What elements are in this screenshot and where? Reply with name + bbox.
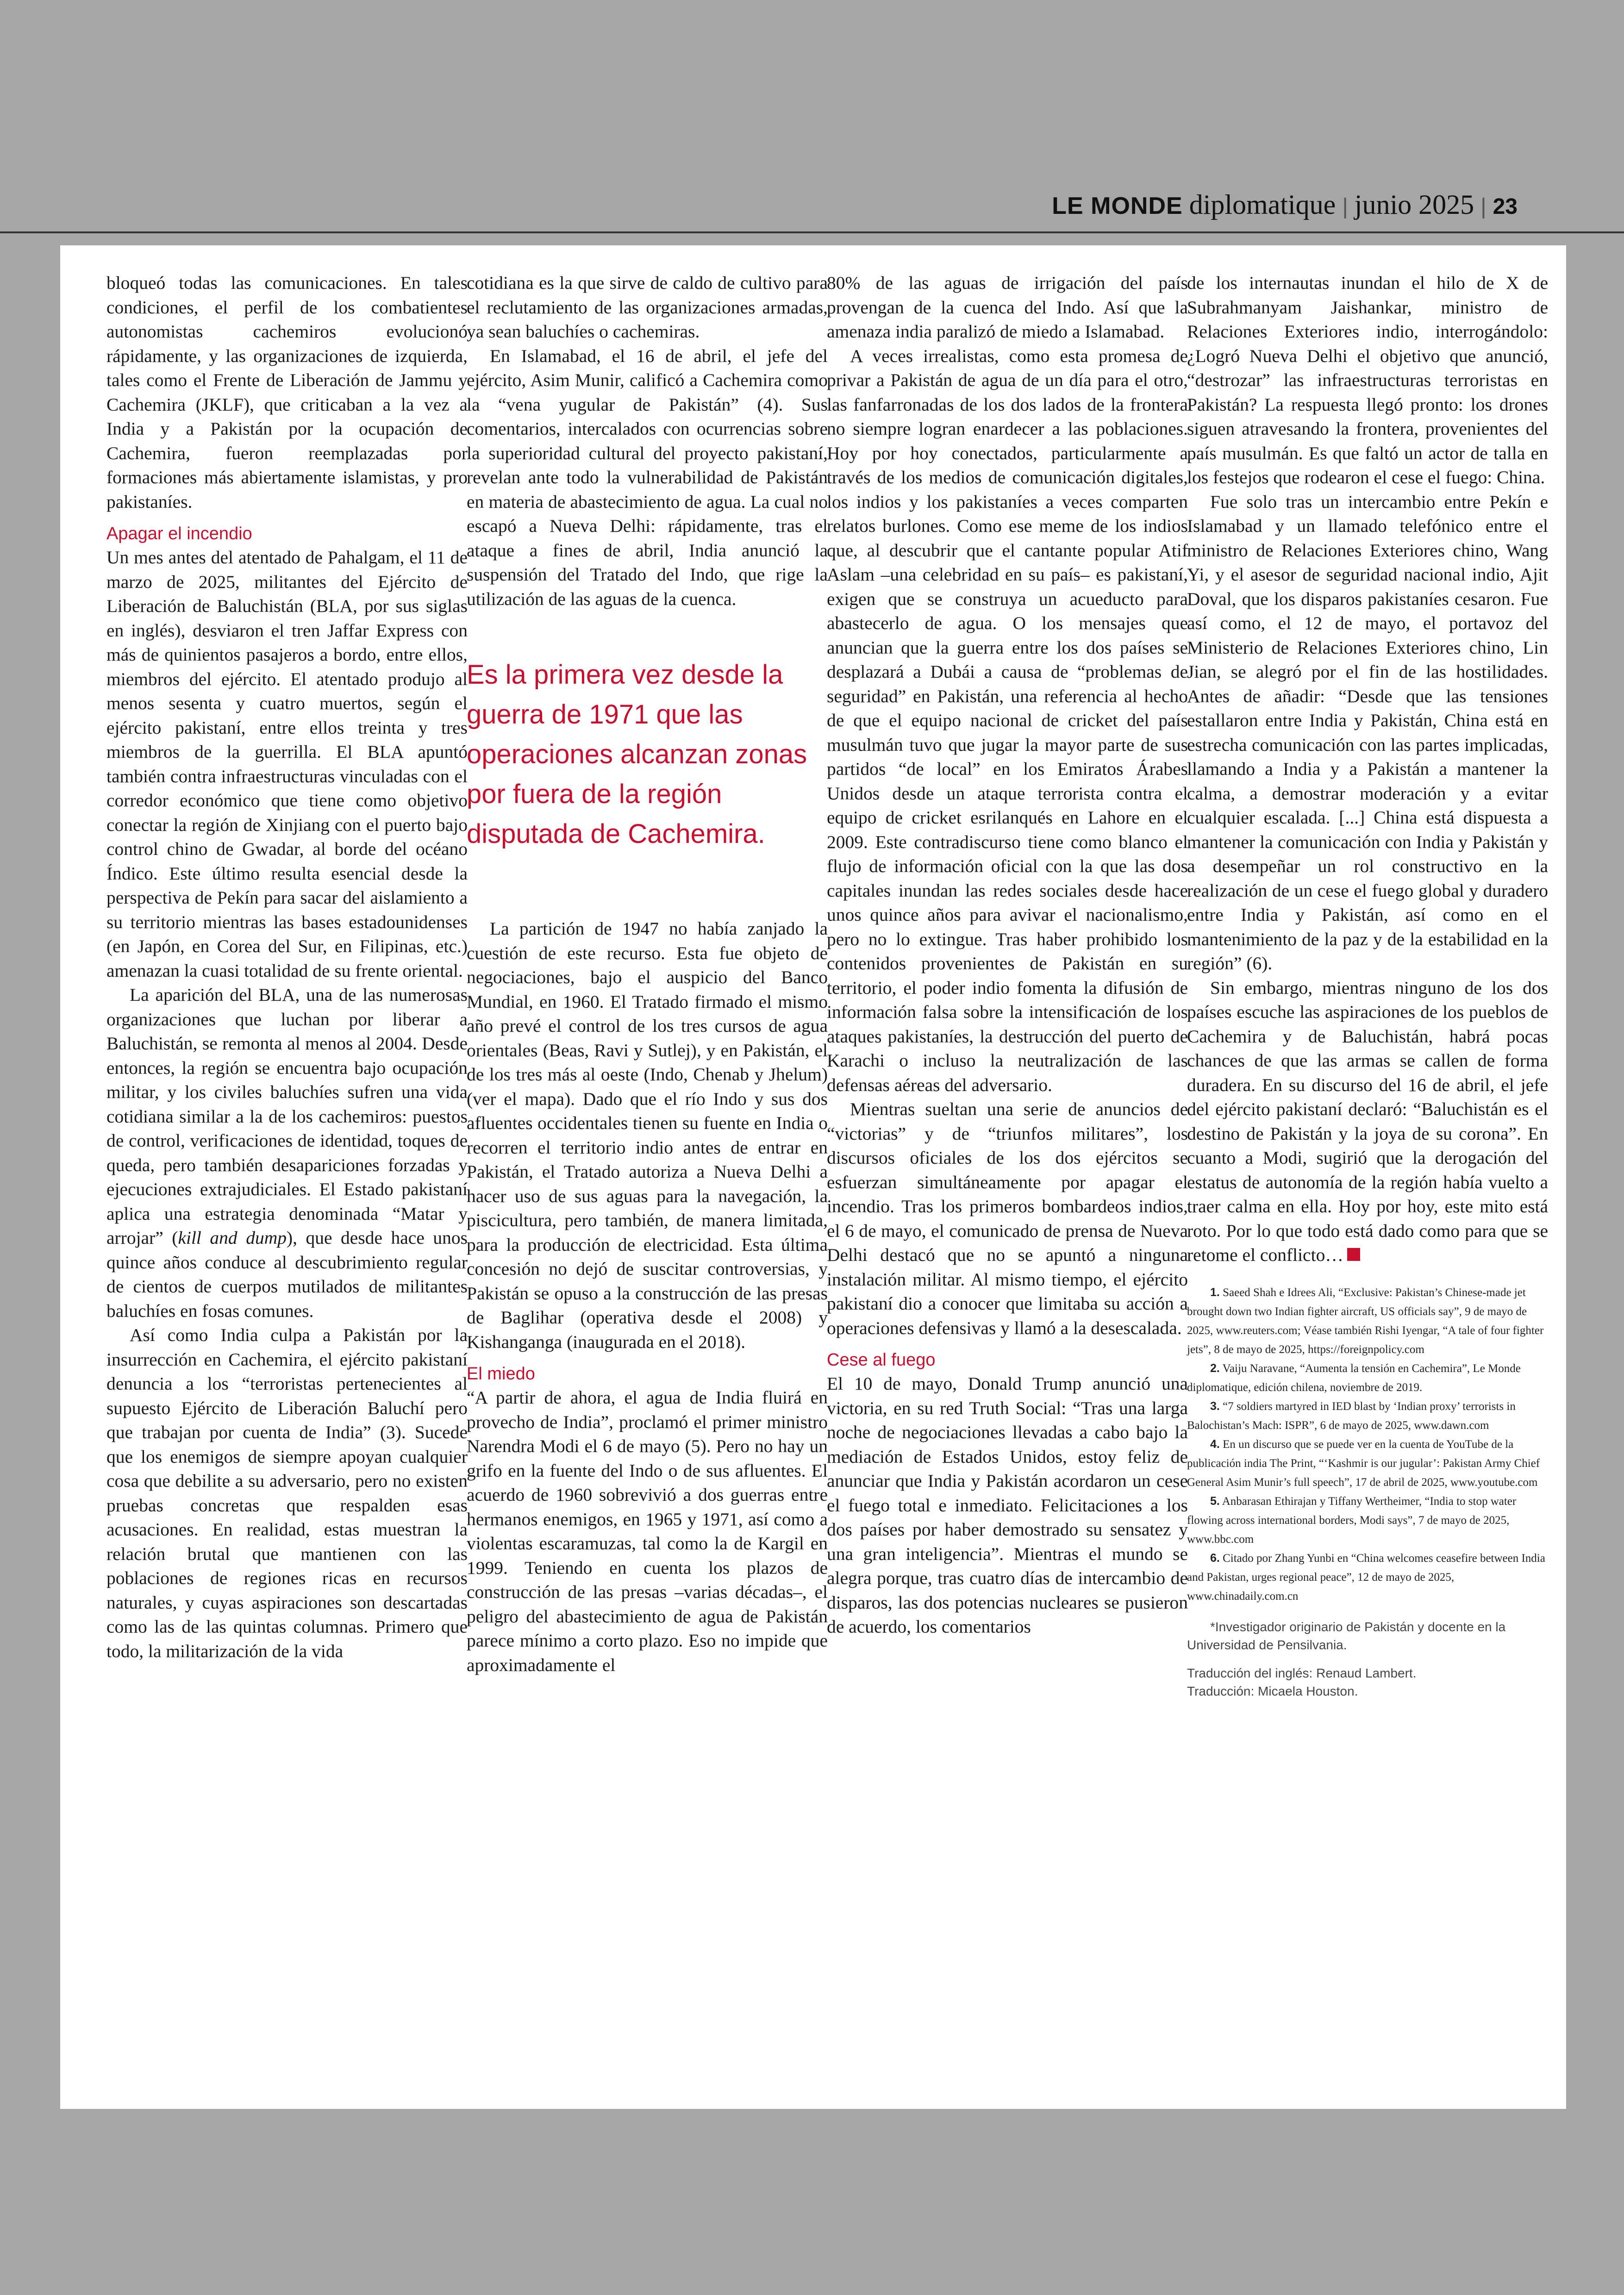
- column-3: [827, 271, 1188, 1639]
- paragraph: Un mes antes del atentado de Pahalgam, el 11 de marzo de 2025, militantes del Ejército de Liberación de Baluchistán (BLA, por sus siglas en inglés), desviaron el tren Jaffar Express con más de quinientos pasajeros a bordo, entre ellos, miembros del ejército. El atentado produjo al menos sesenta y cuatro muertos, según el ejército pakistaní, entre ellos treinta y tres miembros de la guerrilla. El BLA apuntó también contra infraestructuras vinculadas con el corredor económico que tiene como objetivo conectar la región de Xinjiang con el puerto bajo control chino de Gwadar, al borde del océano Índico. Este último resulta esencial desde la perspectiva de Pekín para sacar del aislamiento a su territorio mientras las bases estadounidenses (en Japón, en Corea del Sur, en Filipinas, etc.) amenazan la cuasi totalidad de su frente oriental.: [106, 547, 468, 981]
- footnote-number: 5.: [1210, 1494, 1220, 1508]
- footnotes: [1187, 1283, 1548, 1606]
- translation-credit: Traducción: Micaela Houston.: [1187, 1684, 1358, 1698]
- masthead-separator-2: |: [1480, 194, 1487, 219]
- footnote: [1187, 1397, 1548, 1435]
- masthead-separator: |: [1342, 194, 1348, 219]
- paragraph: [1187, 976, 1548, 1267]
- page-number: 23: [1493, 194, 1518, 219]
- footnote-number: 4.: [1210, 1437, 1220, 1451]
- article-page: [60, 245, 1566, 2109]
- column-1: [106, 271, 468, 1663]
- footnote-number: 3.: [1210, 1399, 1220, 1413]
- masthead-brand: LE MONDE: [1052, 193, 1183, 219]
- footnote-text: Anbarasan Ethirajan y Tiffany Wertheimer, “India to stop water flowing across international borders, Modi says”, 7 de mayo de 2025, www.bbc.com: [1187, 1495, 1517, 1546]
- paragraph: La partición de 1947 no había zanjado la cuestión de este recurso. Esta fue objeto de negociaciones, bajo el auspicio del Banco Mundial, en 1960. El Tratado firmado el mismo año prevé el control de los tres cursos de agua orientales (Beas, Ravi y Sutlej), y en Pakistán, el de los tres más al oeste (Indo, Chenab y Jhelum) (ver el mapa). Dado que el río Indo y sus dos afluentes occidentales tienen su fuente en India o recorren el territorio indio antes de entrar en Pakistán, el Tratado autoriza a Nueva Delhi a hacer uso de sus aguas para la navegación, la piscicultura, pero también, de manera limitada, para la producción de electricidad. Esta última concesión no dejó de suscitar controversias, y Pakistán se opuso a la construcción de las presas de Baglihar (operativa desde el 2008) y Kishanganga (inaugurada en el 2018).: [467, 918, 828, 1352]
- header-rule: [0, 231, 1624, 233]
- paragraph-text: La aparición del BLA, una de las numerosas organizaciones que luchan por liberar a Baluchistán, se remonta al menos al 2004. Desde entonces, la región se encuentra bajo ocupación militar, y los civiles baluchíes sufren una vida cotidiana similar a la de los cachemiros: puestos de control, verificaciones de identidad, toques de queda, pero también desapariciones forzadas y ejecuciones extrajudiciales. El Estado pakistaní aplica una estrategia denominada “Matar y arrojar” (: [106, 985, 468, 1248]
- masthead: [1052, 189, 1518, 221]
- pull-quote: Es la primera vez desde la guerra de 1971 que las operaciones alcanzan zonas por fuera de la región disputada de Cachemira.: [467, 660, 807, 849]
- paragraph: Así como India culpa a Pakistán por la insurrección en Cachemira, el ejército pakistaní denuncia a los “terroristas pertenecientes al supuesto Ejército de Liberación Baluchí pero que trabajan por cuenta de India” (3). Sucede que los enemigos de siempre apoyan cualquier cosa que debilite a su adversario, pero no existen pruebas concretas que respalden esas acusaciones. En realidad, estas muestran la relación brutal que mantienen con las poblaciones de regiones ricas en recursos naturales, y cuyas aspiraciones son descartadas como las de las quintas columnas. Primero que todo, la militarización de la vida: [106, 1325, 468, 1661]
- footnote: [1187, 1492, 1548, 1549]
- paragraph-text: ), que desde hace unos quince años conduce al descubrimiento regular de cientos de cuerpos mutilados de militantes baluchíes en fosas comunes.: [106, 1228, 468, 1321]
- section-heading: El miedo: [467, 1364, 535, 1384]
- paragraph-text: Sin embargo, mientras ninguno de los dos países escuche las aspiraciones de los pueblos de Cachemira y de Baluchistán, habrá pocas chances de que las armas se callen de forma duradera. En su discurso del 16 de abril, el jefe del ejército pakistaní declaró: “Baluchistán es el destino de Pakistán y la joya de su corona”. En cuanto a Modi, sugirió que la derogación del estatus de autonomía de la región había vuelto a traer calma en ella. Hoy por hoy, este mito está roto. Por lo que todo está dado como para que se retome el conflicto…: [1187, 977, 1548, 1265]
- footnote: [1187, 1435, 1548, 1492]
- footnote: [1187, 1359, 1548, 1397]
- paragraph: En Islamabad, el 16 de abril, el jefe del ejército, Asim Munir, calificó a Cachemira como la “vena yugular de Pakistán” (4). Sus comentarios, intercalados con ocurrencias sobre la superioridad cultural del proyecto pakistaní, revelan ante todo la vulnerabilidad de Pakistán en materia de abastecimiento de agua. La cual no escapó a Nueva Delhi: rápidamente, tras el ataque a fines de abril, India anunció la suspensión del Tratado del Indo, que rige la utilización de las aguas de la cuenca.: [467, 345, 828, 609]
- paragraph: de los internautas inundan el hilo de X de Subrahmanyam Jaishankar, ministro de Relaciones Exteriores indio, interrogándolo: ¿Logró Nueva Delhi el objetivo que anunció, “destrozar” las infraestructuras terroristas en Pakistán? La respuesta llegó pronto: los drones siguen atravesando la frontera, provenientes del país musulmán. Es que faltó un actor de talla en los festejos que rodearon el cese el fuego: China.: [1187, 273, 1548, 487]
- paragraph: Fue solo tras un intercambio entre Pekín e Islamabad y un llamado telefónico entre el ministro de Relaciones Exteriores chino, Wang Yi, y el asesor de seguridad nacional indio, Ajit Doval, que los disparos pakistaníes cesaron. Fue así como, el 12 de mayo, el portavoz del Ministerio de Relaciones Exteriores chino, Lin Jian, se alegró por el fin de las hostilidades. Antes de añadir: “Desde que las tensiones estallaron entre India y Pakistán, China está en estrecha comunicación con las partes implicadas, llamando a India y a Pakistán a mantener la calma, a demostrar moderación y a evitar cualquier escalada. [...] China está dispuesta a mantener la comunicación con India y Pakistán y a desempeñar un rol constructivo en la realización de un cese el fuego global y duradero entre India y Pakistán, así como en el mantenimiento de la paz y de la estabilidad en la región” (6).: [1187, 491, 1548, 973]
- author-note: *Investigador originario de Pakistán y docente en la Universidad de Pensilvania.: [1187, 1619, 1506, 1652]
- footnote-text: Vaiju Naravane, “Aumenta la tensión en Cachemira”, Le Monde diplomatique, edición chilena, noviembre de 2019.: [1187, 1362, 1521, 1394]
- footnote-text: En un discurso que se puede ver en la cuenta de YouTube de la publicación india The Print, “‘Kashmir is our jugular’: Pakistan Army Chief General Asim Munir’s full speech”, 17 de abril de 2025, www.youtube.com: [1187, 1438, 1540, 1489]
- footnote-text: Citado por Zhang Yunbi en “China welcomes ceasefire between India and Pakistan, urges regional peace”, 12 de mayo de 2025, www.chinadaily.com.cn: [1187, 1552, 1545, 1603]
- paragraph: “A partir de ahora, el agua de India fluirá en provecho de India”, proclamó el primer ministro Narendra Modi el 6 de mayo (5). Pero no hay un grifo en la fuente del Indo o de sus afluentes. El acuerdo de 1960 sobrevivió a dos guerras entre hermanos enemigos, en 1965 y 1971, así como a violentas escaramuzas, tal como la de Kargil en 1999. Teniendo en cuenta los plazos de construcción de las presas –varias décadas–, el peligro del abastecimiento de agua de Pakistán parece mínimo a corto plazo. Eso no impide que aproximadamente el: [467, 1387, 828, 1675]
- footnote-number: 6.: [1210, 1551, 1220, 1565]
- column-4: [1187, 271, 1548, 1700]
- italic-term: kill and dump: [178, 1228, 287, 1248]
- column-2: [467, 271, 828, 1677]
- credits: [1187, 1618, 1548, 1700]
- footnote-text: Saeed Shah e Idrees Ali, “Exclusive: Pakistan’s Chinese-made jet brought down two Indian fighter aircraft, US officials say”, 9 de mayo de 2025, www.reuters.com; Véase también Rishi Iyengar, “A tale of four fighter jets”, 8 de mayo de 2025, https://foreignpolicy.com: [1187, 1286, 1544, 1356]
- section-heading: Apagar el incendio: [106, 524, 252, 543]
- footnote: [1187, 1549, 1548, 1606]
- section-heading: Cese al fuego: [827, 1350, 936, 1370]
- footnote-text: “7 soldiers martyred in IED blast by ‘Indian proxy’ terrorists in Balochistan’s Mach: ISPR”, 6 de mayo de 2025, www.dawn.com: [1187, 1400, 1516, 1432]
- paragraph: [106, 983, 468, 1323]
- footnote: [1187, 1283, 1548, 1359]
- paragraph: El 10 de mayo, Donald Trump anunció una victoria, en su red Truth Social: “Tras una larga noche de negociaciones llevadas a cabo bajo la mediación de Estados Unidos, estoy feliz de anunciar que India y Pakistán acordaron un cese el fuego total e inmediato. Felicitaciones a los dos países por haber demostrado su sensatez y una gran inteligencia”. Mientras el mundo se alegra porque, tras cuatro días de intercambio de disparos, las dos potencias nucleares se pusieron de acuerdo, los comentarios: [827, 1373, 1188, 1637]
- footnote-number: 1.: [1210, 1285, 1220, 1299]
- paragraph: A veces irrealistas, como esta promesa de privar a Pakistán de agua de un día para el otro, las fanfarronadas de los dos lados de la frontera no siempre logran enardecer a las poblaciones. Hoy por hoy conectados, particularmente a través de los medios de comunicación digitales, los indios y los pakistaníes a veces comparten relatos burlones. Como ese meme de los indios que, al descubrir que el cantante popular Atif Aslam –una celebridad en su país– es pakistaní, exigen que se construya un acueducto para abastecerlo de agua. O los mensajes que anuncian que la guerra entre los dos países se desplazará a Dubái a causa de “problemas de seguridad” en Pakistán, una referencia al hecho de que el equipo nacional de cricket del país musulmán tuvo que jugar la mayor parte de sus partidos “de local” en los Emiratos Árabes Unidos desde un ataque terrorista contra el equipo de cricket esrilanqués en Lahore en el 2009. Este contradiscurso tiene como blanco el flujo de información oficial con la que las dos capitales inundan las redes sociales desde hace unos quince años para avivar el nacionalismo, pero no lo extingue. Tras haber prohibido los contenidos provenientes de Pakistán en su territorio, el poder indio fomenta la difusión de información falsa sobre la intensificación de los ataques pakistaníes, la destrucción del puerto de Karachi o incluso la neutralización de las defensas aéreas del adversario.: [827, 345, 1188, 1095]
- end-mark-icon: [1347, 1248, 1360, 1261]
- masthead-subtitle: diplomatique: [1189, 189, 1336, 220]
- footnote-number: 2.: [1210, 1361, 1220, 1375]
- paragraph: cotidiana es la que sirve de caldo de cultivo para el reclutamiento de las organizaciones armadas, ya sean baluchíes o cachemiras.: [467, 273, 828, 342]
- paragraph: 80% de las aguas de irrigación del país provengan de la cuenca del Indo. Así que la amenaza india paralizó de miedo a Islamabad.: [827, 273, 1188, 342]
- issue-date: junio 2025: [1354, 189, 1474, 220]
- paragraph: bloqueó todas las comunicaciones. En tales condiciones, el perfil de los combatientes autonomistas cachemiros evolucionó rápidamente, y las organizaciones de izquierda, tales como el Frente de Liberación de Jammu y Cachemira (JKLF), que criticaban a la vez a India y a Pakistán por la ocupación de Cachemira, fueron reemplazadas por formaciones más abiertamente islamistas, y pro pakistaníes.: [106, 273, 468, 512]
- paragraph: Mientras sueltan una serie de anuncios de “victorias” y de “triunfos militares”, los discursos oficiales de los dos ejércitos se esfuerzan simultáneamente por apagar el incendio. Tras los primeros bombardeos indios, el 6 de mayo, el comunicado de prensa de Nueva Delhi destacó que no se apuntó a ninguna instalación militar. Al mismo tiempo, el ejército pakistaní dio a conocer que limitaba su acción a operaciones defensivas y llamó a la desescalada.: [827, 1099, 1188, 1338]
- translation-credit: Traducción del inglés: Renaud Lambert.: [1187, 1665, 1417, 1680]
